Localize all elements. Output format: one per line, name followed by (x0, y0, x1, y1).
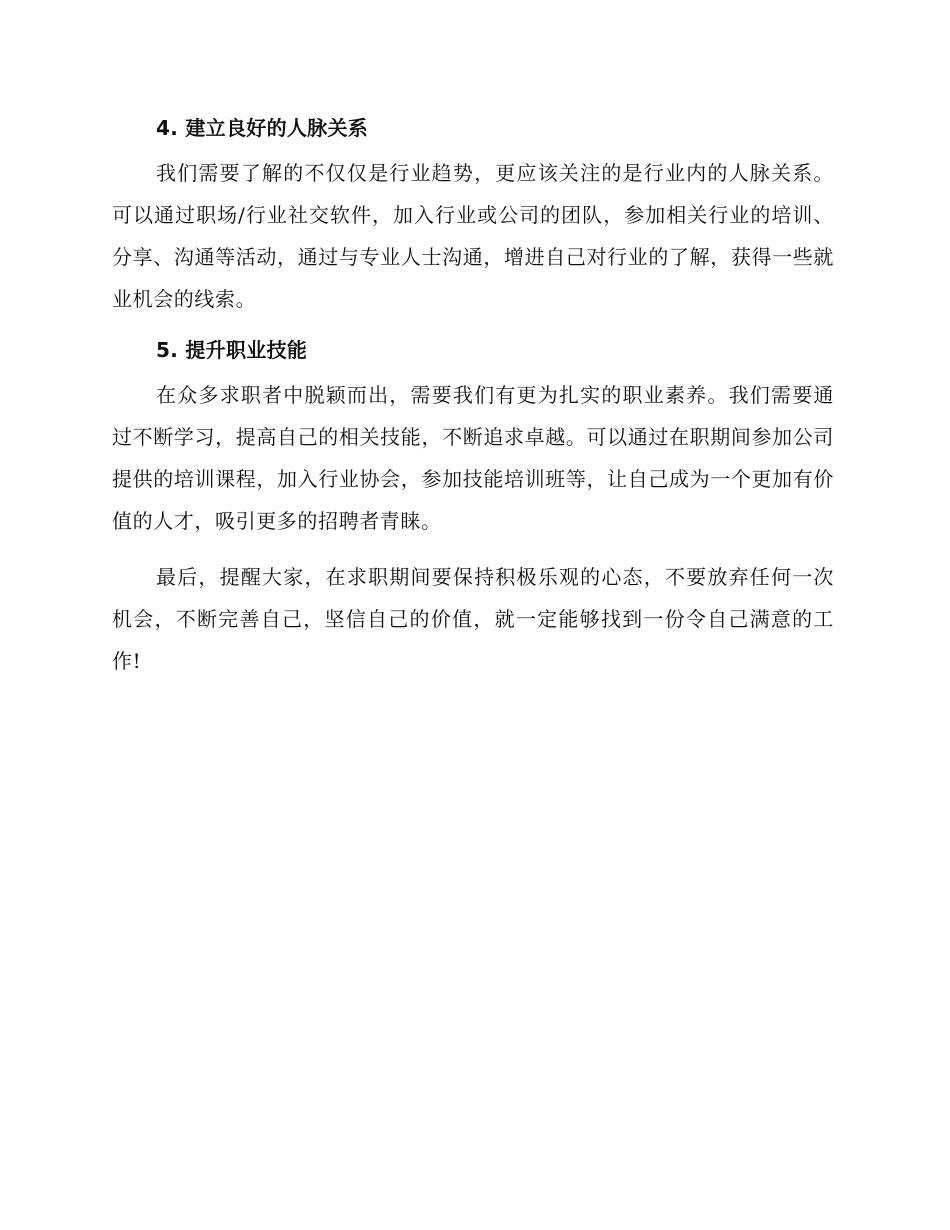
closing-paragraph: 最后，提醒大家，在求职期间要保持积极乐观的心态，不要放弃任何一次机会，不断完善自己，坚信自己的价值，就一定能够找到一份令自己满意的工作! (112, 565, 834, 673)
section-heading-skills: 5. 提升职业技能 (156, 338, 308, 362)
document-page (112, 108, 834, 682)
section-paragraph-networking: 我们需要了解的不仅仅是行业趋势，更应该关注的是行业内的人脉关系。可以通过职场/行业社交软件，加入行业或公司的团队，参加相关行业的培训、分享、沟通等活动，通过与专业人士沟通，增进自己对行业的了解，获得一些就业机会的线索。 (112, 161, 834, 311)
section-paragraph-skills: 在众多求职者中脱颖而出，需要我们有更为扎实的职业素养。我们需要通过不断学习，提高自己的相关技能，不断追求卓越。可以通过在职期间参加公司提供的培训课程，加入行业协会，参加技能培训班等，让自己成为一个更加有价值的人才，吸引更多的招聘者青睐。 (112, 383, 834, 533)
section-heading-networking: 4. 建立良好的人脉关系 (156, 116, 369, 140)
